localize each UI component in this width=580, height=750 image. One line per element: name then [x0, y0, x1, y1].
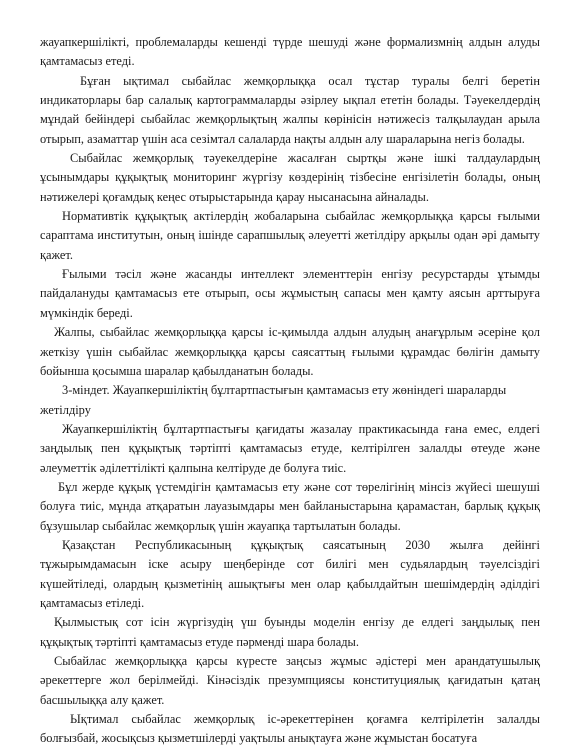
paragraph-10: Қылмыстық сот ісін жүргізудің үш буынды моделін енгізу де елдегі заңдылық пен құқықтық тәртіпті қамтамасыз етуде пәрменді шара болады.	[40, 615, 540, 649]
paragraph-8: Бұл жерде құқық үстемдігін қамтамасыз ету және сот төрелігінің мінсіз жүйесі шешуші болуға тиіс, мұнда атқаратын лауазымдары мен байланыстарына қарамастан, барлық құқық бұзушылар сыбайлас жемқорлық үшін жауапқа тартылатын болады.	[40, 479, 540, 533]
paragraph-12: Ықтимал сыбайлас жемқорлық іс-әрекеттерінен қоғамға келтірілетін залалды болғызбай, жосықсыз қызметшілерді уақтылы анықтауға және жұмыстан босатуға	[40, 712, 540, 746]
paragraph-3: Сыбайлас жемқорлық тәуекелдеріне жасалған сыртқы және ішкі талдаулардың ұсынымдары құқықтық мониторинг жүргізу көздерінің тізбесіне енгізілетін болады, оның нәтижелері қоғамдық кеңес отырыстарында қарау нысанасына айналады.	[40, 151, 540, 204]
paragraph-5: Ғылыми тәсіл және жасанды интеллект элементтерін енгізу ресурстарды ұтымды пайдалануды қамтамасыз ете отырып, осы жұмыстың сапасы мен қамту аясын арттыруға мүмкіндік береді.	[40, 267, 540, 320]
paragraph-11: Сыбайлас жемқорлыққа қарсы күресте заңсыз жұмыс әдістері мен арандатушылық әрекеттерге жол берілмейді. Кінәсіздік презумпциясы конституциялық қағидатын қатаң басшылыққа алу қажет.	[40, 654, 540, 707]
paragraph-7: Жауапкершіліктің бұлтартпастығы қағидаты жазалау практикасында ғана емес, елдегі заңдылық пен құқықтық тәртіпті қамтамасыз етуде, келтірілген залалды өтеуде және әлеуметтік әділеттілікті қалпына келтіруде де болуға тиіс.	[40, 421, 540, 475]
paragraph-9: Қазақстан Республикасының құқықтық саясатының 2030 жылға дейінгі тұжырымдамасын іске асыру шеңберінде сот билігі мен судьялардың тәуелсіздігі күшейтіледі, олардың қызметінің ашықтығы мен олар қабылдайтын шешімдердің әділдігі қамтамасыз етіледі.	[40, 537, 540, 610]
section-heading: 3-міндет. Жауапкершіліктің бұлтартпастығын қамтамасыз ету жөніндегі шараларды жетілдіру	[40, 383, 507, 417]
paragraph-2: Бұған ықтимал сыбайлас жемқорлыққа осал тұстар туралы белгі беретін индикаторлары бар салалық картограммаларды әзірлеу ықпал ететін болады. Тәуекелдердің мұндай бейіндері сыбайлас жемқорлықтың жалпы көрінісін нәтижесіз талқылаудан арыла отырып, азаматтар үшін аса сезімтал салаларда нақты алдын алу шараларына негіз болады.	[40, 73, 540, 146]
paragraph-1: жауапкершілікті, проблемаларды кешенді түрде шешуді және формализмнің алдын алуды қамтамасыз етеді.	[40, 35, 540, 69]
paragraph-4: Нормативтік құқықтық актілердің жобаларына сыбайлас жемқорлыққа қарсы ғылыми сараптама институтын, оның ішінде сарапшылық әлеуетті жетілдіру арқылы одан әрі дамыту қажет.	[40, 209, 540, 262]
paragraph-6: Жалпы, сыбайлас жемқорлыққа қарсы іс-қимылда алдын алудың анағұрлым әсеріне қол жеткізу үшін сыбайлас жемқорлыққа қарсы саясаттың ғылыми құрамдас бөлігін дамыту бойынша қосымша шаралар қабылданатын болады.	[40, 325, 540, 378]
